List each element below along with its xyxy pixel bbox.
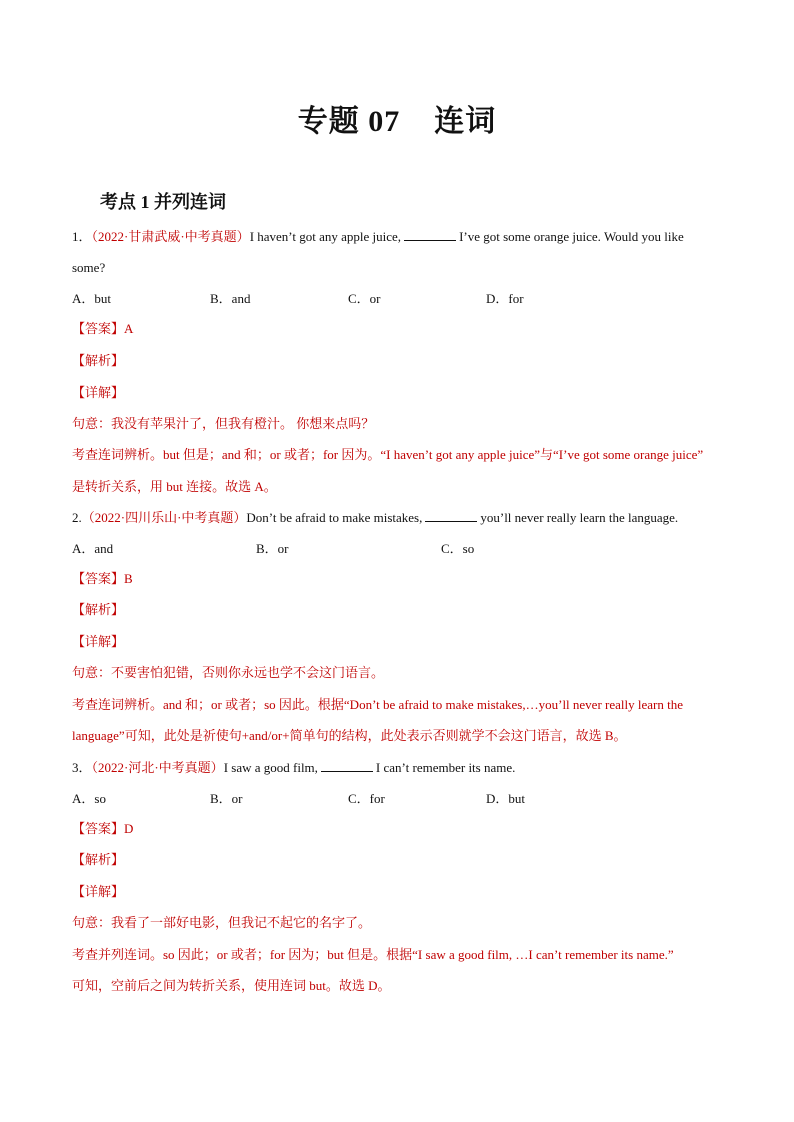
q3-meaning: 句意：我看了一部好电影，但我记不起它的名字了。 — [72, 915, 372, 930]
q2-stem — [72, 509, 678, 527]
q1-number: 1． — [72, 229, 92, 244]
q1-answer — [72, 320, 133, 338]
q1-analysis-label: 【解析】 — [72, 353, 125, 368]
q2-detail-label: 【详解】 — [72, 634, 125, 649]
q1-answer-label: 【答案】 — [72, 321, 125, 336]
q3-number: 3． — [72, 760, 92, 775]
section-heading: 考点 1 并列连词 — [100, 192, 226, 212]
q3-stem — [72, 759, 515, 777]
q3-explanation-2: 可知，空前后之间为转折关系，使用连词 but。故选 D。 — [72, 978, 391, 993]
q1-stem-cont: some? — [72, 260, 106, 275]
q1-option-d: D．for — [486, 291, 524, 306]
q1-stem-a: I haven’t got any apple juice, — [249, 229, 402, 244]
q2-number: 2. — [72, 510, 82, 525]
q1-answer-value: A — [124, 321, 134, 336]
q2-option-a: A．and — [72, 541, 114, 556]
q1-stem — [72, 228, 684, 246]
q3-stem-b: I can’t remember its name. — [375, 760, 516, 775]
q3-answer-label: 【答案】 — [72, 821, 125, 836]
q3-option-d: D．but — [486, 791, 526, 806]
q1-meaning: 句意：我没有苹果汁了，但我有橙汁。 你想来点吗？ — [72, 416, 375, 431]
q3-option-b: B．or — [210, 791, 243, 806]
q3-analysis-label: 【解析】 — [72, 852, 125, 867]
q1-explanation-1: 考查连词辨析。but 但是；and 和；or 或者；for 因为。“I haven’t got any apple juice”与“I’ve got some orange juice” — [72, 447, 704, 462]
q1-blank — [404, 228, 456, 241]
q2-stem-a: Don’t be afraid to make mistakes, — [246, 510, 423, 525]
q2-answer-value: B — [124, 571, 133, 586]
q1-source: （2022·甘肃武威·中考真题） — [91, 229, 250, 244]
q1-option-a: A．but — [72, 291, 112, 306]
q2-meaning: 句意：不要害怕犯错，否则你永远也学不会这门语言。 — [72, 665, 385, 680]
q2-answer-label: 【答案】 — [72, 571, 125, 586]
q2-analysis-label: 【解析】 — [72, 602, 125, 617]
q2-option-c: C．so — [441, 541, 475, 556]
q2-source: （2022·四川乐山·中考真题） — [81, 510, 247, 525]
q2-answer — [72, 570, 133, 588]
q3-answer-value: D — [124, 821, 134, 836]
page-title-part2: 连词 — [434, 105, 497, 138]
q1-option-c: C．or — [348, 291, 381, 306]
q1-stem-b: I’ve got some orange juice. Would you like — [459, 229, 684, 244]
q3-option-a: A．so — [72, 791, 106, 806]
q3-explanation-1: 考查并列连词。so 因此；or 或者；for 因为；but 但是。根据“I saw a good film, …I can’t remember its name.” — [72, 947, 674, 962]
q3-blank — [321, 759, 373, 772]
q3-stem-a: I saw a good film, — [223, 760, 318, 775]
page-title — [0, 96, 794, 140]
q3-source: （2022·河北·中考真题） — [91, 760, 224, 775]
q2-explanation-2: language”可知，此处是祈使句+and/or+简单句的结构，此处表示否则就学不会这门语言，故选 B。 — [72, 728, 627, 743]
q2-stem-b: you’ll never really learn the language. — [480, 510, 679, 525]
q2-explanation-1: 考查连词辨析。and 和；or 或者；so 因此。根据“Don’t be afraid to make mistakes,…you’ll never really learn the — [72, 697, 683, 712]
q2-blank — [425, 509, 477, 522]
q1-detail-label: 【详解】 — [72, 385, 125, 400]
q3-option-c: C．for — [348, 791, 385, 806]
page-title-part1: 专题 07 — [297, 105, 401, 138]
q3-answer — [72, 820, 133, 838]
q3-detail-label: 【详解】 — [72, 884, 125, 899]
q1-explanation-2: 是转折关系，用 but 连接。故选 A。 — [72, 479, 277, 494]
q2-option-b: B．or — [256, 541, 289, 556]
q1-option-b: B．and — [210, 291, 251, 306]
